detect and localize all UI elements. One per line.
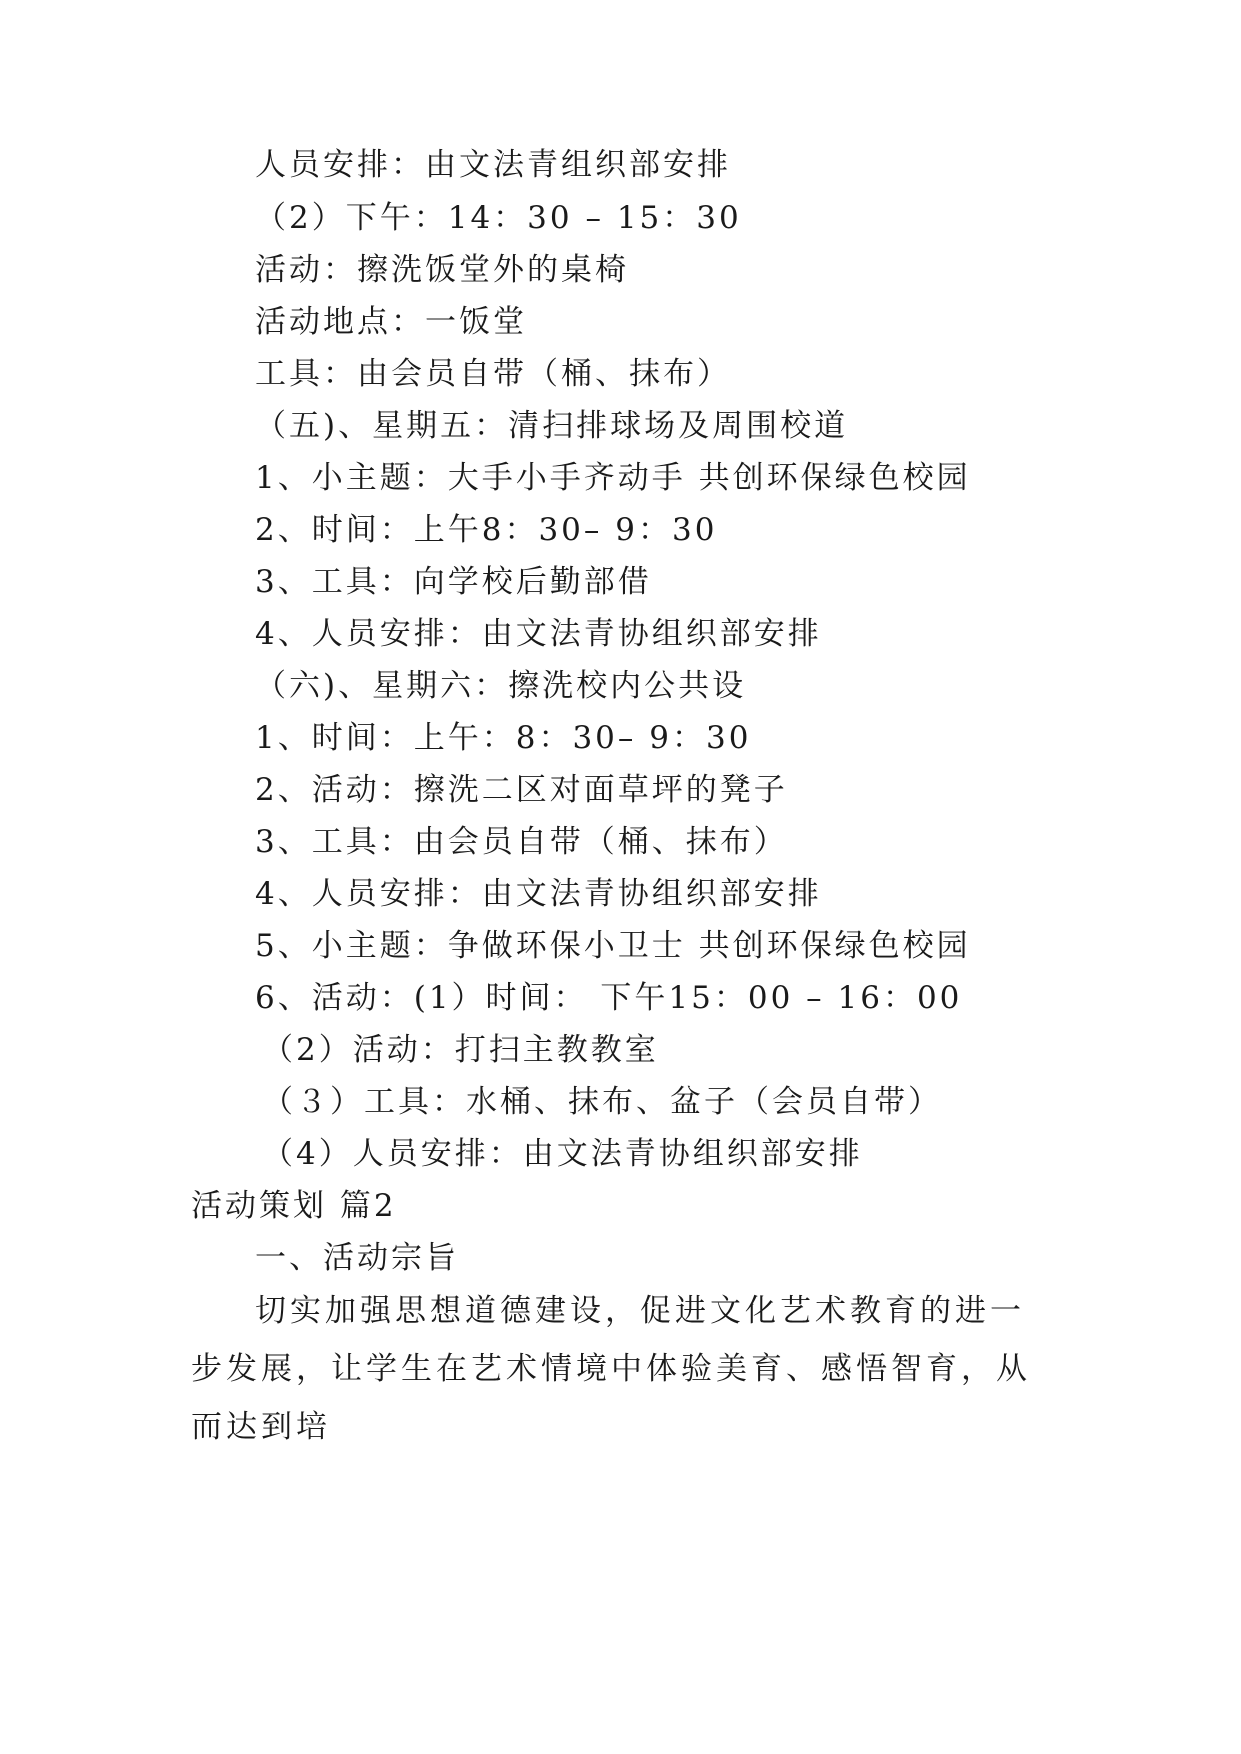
text-line: 4、人员安排：由文法青协组织部安排: [255, 876, 822, 912]
text-line: 2、时间：上午8：30– 9：30: [255, 512, 718, 548]
text-line: （３）工具：水桶、抹布、盆子（会员自带）: [262, 1084, 942, 1120]
text-line: 2、活动：擦洗二区对面草坪的凳子: [255, 772, 788, 808]
text-line: （2）活动：打扫主教教室: [262, 1032, 659, 1068]
text-line: 6、活动：(1）时间： 下午15：00 – 16：00: [255, 980, 963, 1016]
text-line: 3、工具：由会员自带（桶、抹布）: [255, 824, 788, 860]
body-paragraph: 切实加强思想道德建设，促进文化艺术教育的进一步发展，让学生在艺术情境中体验美育、感悟智育，从而达到培: [191, 1293, 1031, 1445]
text-line: 5、小主题：争做环保小卫士 共创环保绿色校园: [255, 928, 971, 964]
text-line: 工具：由会员自带（桶、抹布）: [255, 356, 731, 392]
article-heading: 活动策划 篇2: [191, 1188, 397, 1224]
text-line: （2）下午：14：30 – 15：30: [255, 200, 742, 236]
text-line: 活动：擦洗饭堂外的桌椅: [255, 252, 629, 288]
section-heading: 一、活动宗旨: [255, 1240, 459, 1276]
section-heading: （五)、星期五：清扫排球场及周围校道: [255, 408, 849, 444]
text-line: 3、工具：向学校后勤部借: [255, 564, 652, 600]
section-heading: （六)、星期六：擦洗校内公共设: [255, 668, 747, 704]
text-line: 4、人员安排：由文法青协组织部安排: [255, 616, 822, 652]
text-line: 1、小主题：大手小手齐动手 共创环保绿色校园: [255, 460, 971, 496]
text-line: 1、时间：上午：8：30– 9：30: [255, 720, 752, 756]
text-line: 人员安排：由文法青组织部安排: [255, 147, 731, 183]
text-line: 活动地点：一饭堂: [255, 304, 527, 340]
text-line: （4）人员安排：由文法青协组织部安排: [262, 1136, 863, 1172]
